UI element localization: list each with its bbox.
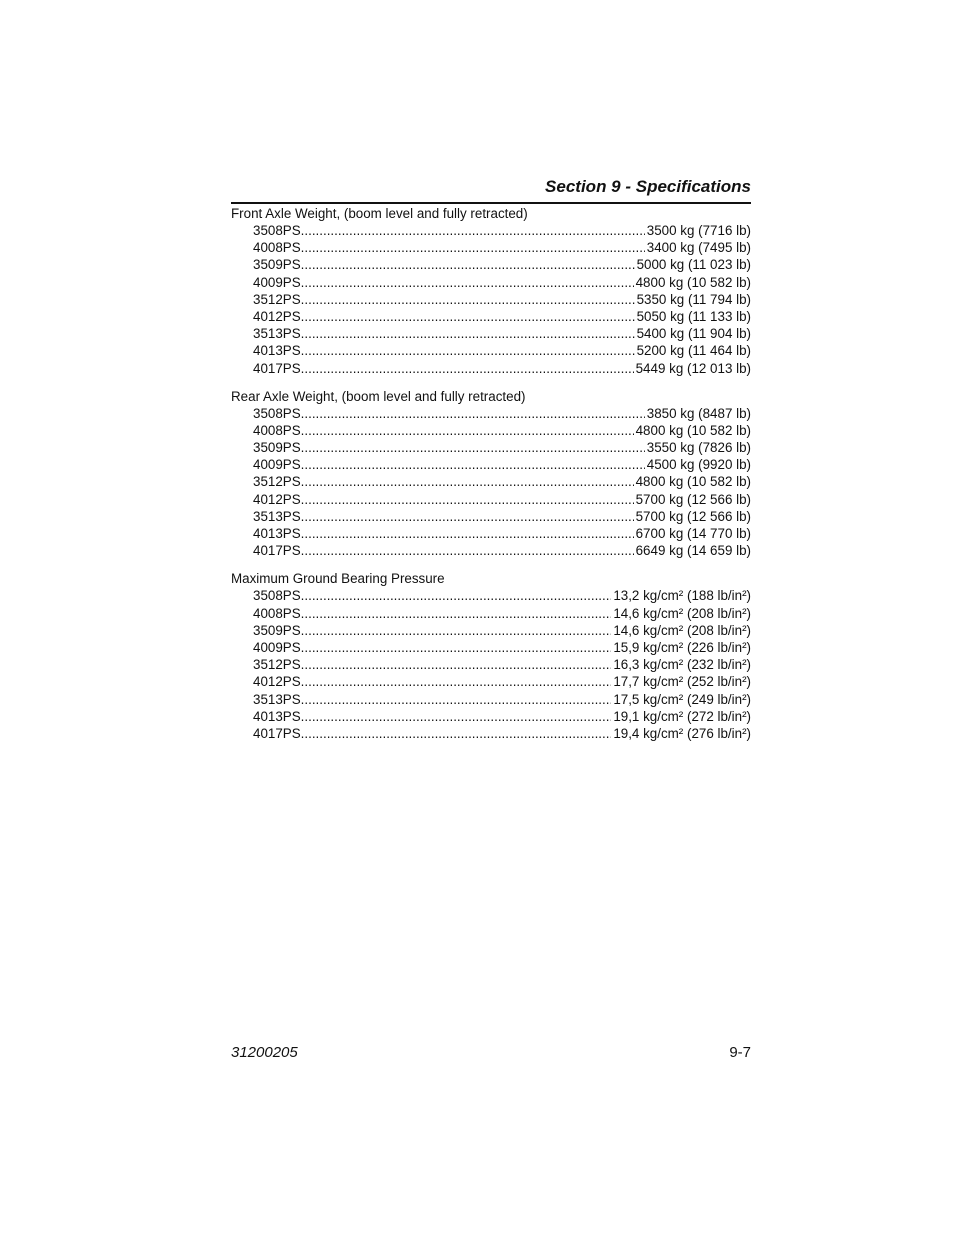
spec-value: 4800 kg (10 582 lb) <box>635 422 751 438</box>
spec-row <box>231 308 751 325</box>
model-label: 4017PS <box>253 725 301 741</box>
dot-leader <box>301 587 612 604</box>
spec-value: 5000 kg (11 023 lb) <box>636 257 751 273</box>
dot-leader <box>301 508 634 525</box>
model-label: 3509PS <box>253 622 301 638</box>
model-label: 4017PS <box>253 543 301 559</box>
spec-value: 4800 kg (10 582 lb) <box>635 474 751 490</box>
model-label: 3512PS <box>253 657 301 673</box>
spec-row <box>231 256 751 273</box>
section-title: Rear Axle Weight, (boom level and fully retracted) <box>231 388 526 404</box>
dot-leader <box>301 439 645 456</box>
dot-leader <box>301 342 635 359</box>
model-label: 4008PS <box>253 240 301 256</box>
model-label: 4008PS <box>253 605 301 621</box>
spec-value: 3500 kg (7716 lb) <box>646 223 751 238</box>
model-label: 3513PS <box>253 508 301 524</box>
dot-leader <box>301 622 612 639</box>
section-title: Maximum Ground Bearing Pressure <box>231 571 445 587</box>
page-number: 9-7 <box>729 1044 751 1061</box>
spec-row <box>231 405 751 422</box>
spec-row <box>231 656 751 673</box>
spec-row <box>231 525 751 542</box>
spec-section-rear-axle <box>231 388 751 560</box>
spec-row <box>231 456 751 473</box>
spec-section-front-axle <box>231 205 751 377</box>
dot-leader <box>301 325 635 342</box>
spec-value: 19,4 kg/cm² (276 lb/in²) <box>613 725 751 741</box>
spec-value: 15,9 kg/cm² (226 lb/in²) <box>613 639 751 655</box>
spec-value: 5700 kg (12 566 lb) <box>635 491 751 507</box>
spec-value: 6649 kg (14 659 lb) <box>635 543 751 559</box>
spec-row <box>231 422 751 439</box>
spec-value: 13,2 kg/cm² (188 lb/in²) <box>613 588 751 604</box>
model-label: 4017PS <box>253 360 301 376</box>
spec-row <box>231 360 751 377</box>
spec-row <box>231 691 751 708</box>
spec-value: 6700 kg (14 770 lb) <box>635 526 751 541</box>
spec-value: 14,6 kg/cm² (208 lb/in²) <box>613 605 751 621</box>
model-label: 3508PS <box>253 405 301 421</box>
spec-content <box>231 205 751 742</box>
model-label: 3513PS <box>253 326 301 342</box>
dot-leader <box>301 491 634 508</box>
spec-row <box>231 639 751 656</box>
spec-row <box>231 291 751 308</box>
dot-leader <box>301 691 612 708</box>
dot-leader <box>301 639 612 656</box>
model-label: 3508PS <box>253 223 301 238</box>
model-label: 4009PS <box>253 274 301 290</box>
spec-row <box>231 239 751 256</box>
dot-leader <box>301 525 634 542</box>
model-label: 4008PS <box>253 422 301 438</box>
spec-value: 5200 kg (11 464 lb) <box>636 343 751 359</box>
page-footer <box>231 1044 751 1064</box>
spec-row <box>231 542 751 559</box>
model-label: 3509PS <box>253 440 301 456</box>
spec-row <box>231 325 751 342</box>
document-number: 31200205 <box>231 1044 298 1061</box>
dot-leader <box>301 291 635 308</box>
spec-row <box>231 342 751 359</box>
dot-leader <box>301 456 645 473</box>
dot-leader <box>301 360 634 377</box>
spec-value: 3550 kg (7826 lb) <box>646 440 751 456</box>
dot-leader <box>301 308 635 325</box>
dot-leader <box>301 274 634 291</box>
dot-leader <box>301 708 612 725</box>
section-title: Front Axle Weight, (boom level and fully retracted) <box>231 206 528 221</box>
dot-leader <box>301 222 645 239</box>
spec-row <box>231 725 751 742</box>
spec-value: 4800 kg (10 582 lb) <box>635 274 751 290</box>
spec-value: 19,1 kg/cm² (272 lb/in²) <box>613 708 751 724</box>
spec-row <box>231 673 751 690</box>
model-label: 3509PS <box>253 257 301 273</box>
spec-row <box>231 508 751 525</box>
spec-value: 14,6 kg/cm² (208 lb/in²) <box>613 622 751 638</box>
model-label: 4009PS <box>253 457 301 473</box>
spec-value: 5449 kg (12 013 lb) <box>635 360 751 376</box>
model-label: 3508PS <box>253 588 301 604</box>
dot-leader <box>301 673 612 690</box>
spec-value: 5050 kg (11 133 lb) <box>636 308 751 324</box>
spec-row <box>231 473 751 490</box>
spec-row <box>231 439 751 456</box>
dot-leader <box>301 239 645 256</box>
dot-leader <box>301 605 612 622</box>
spec-row <box>231 622 751 639</box>
spec-value: 5350 kg (11 794 lb) <box>636 291 751 307</box>
spec-row <box>231 605 751 622</box>
dot-leader <box>301 656 612 673</box>
model-label: 4013PS <box>253 343 301 359</box>
dot-leader <box>301 473 634 490</box>
dot-leader <box>301 542 634 559</box>
spec-value: 5400 kg (11 904 lb) <box>636 326 751 342</box>
spec-value: 16,3 kg/cm² (232 lb/in²) <box>613 657 751 673</box>
page-header <box>231 176 751 204</box>
dot-leader <box>301 405 645 422</box>
model-label: 4013PS <box>253 526 301 541</box>
model-label: 3513PS <box>253 691 301 707</box>
spec-value: 5700 kg (12 566 lb) <box>635 508 751 524</box>
model-label: 3512PS <box>253 291 301 307</box>
spec-row <box>231 587 751 604</box>
dot-leader <box>301 256 635 273</box>
spec-row <box>231 491 751 508</box>
model-label: 3512PS <box>253 474 301 490</box>
dot-leader <box>301 725 612 742</box>
spec-value: 17,7 kg/cm² (252 lb/in²) <box>613 674 751 690</box>
spec-row <box>231 222 751 239</box>
page-title: Section 9 - Specifications <box>545 177 751 196</box>
model-label: 4012PS <box>253 674 301 690</box>
spec-value: 3850 kg (8487 lb) <box>646 405 751 421</box>
model-label: 4009PS <box>253 639 301 655</box>
dot-leader <box>301 422 634 439</box>
spec-row <box>231 274 751 291</box>
model-label: 4012PS <box>253 491 301 507</box>
model-label: 4012PS <box>253 308 301 324</box>
spec-value: 4500 kg (9920 lb) <box>646 457 751 473</box>
model-label: 4013PS <box>253 708 301 724</box>
spec-row <box>231 708 751 725</box>
spec-value: 17,5 kg/cm² (249 lb/in²) <box>613 691 751 707</box>
spec-section-ground-pressure <box>231 570 751 742</box>
spec-value: 3400 kg (7495 lb) <box>646 240 751 256</box>
